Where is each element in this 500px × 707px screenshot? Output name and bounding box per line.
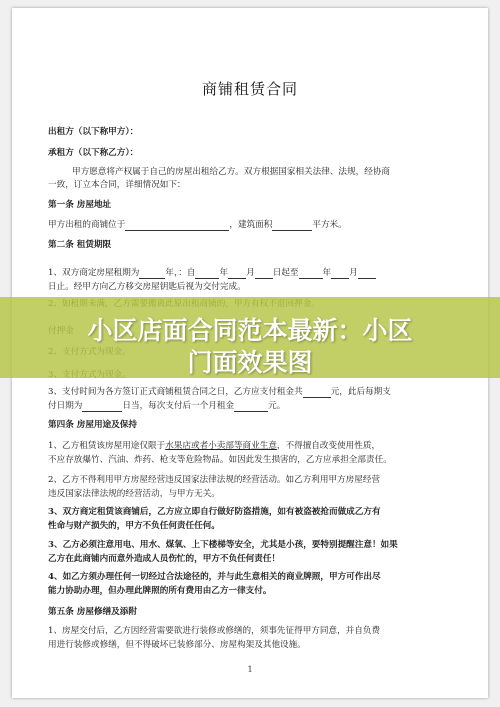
area-blank (272, 221, 312, 231)
payment-date-label: 付日期为 (48, 401, 83, 411)
usage-line-5: 3、双方商定租赁该商铺后，乙方应立即自行做好防盗措施，如有被盗被抢而做成乙方有 (48, 507, 381, 517)
preamble-line-1: 甲方愿意将产权属于自己的房屋出租给乙方。双方根据国家相关法律、法规，经协商 (72, 167, 390, 177)
usage-line-6: 性命与财产损失的，甲方不负任何责任任何。 (48, 521, 220, 531)
page-number: 1 (247, 665, 253, 674)
payment-date-blank (82, 402, 122, 412)
area-unit: 平方米。 (312, 220, 347, 230)
article-4-heading: 第四条 房屋用途及保持 (48, 420, 137, 430)
end-month-blank (331, 269, 349, 279)
usage-line-4: 违反国家法律法规的经营活动，与甲方无关。 (48, 489, 220, 499)
usage-line-8: 乙方在此商铺内而意外造成人员伤忙的，甲方不负任何责任！ (48, 554, 281, 564)
preamble-line-2: 一致，订立本合同，详细情况如下： (48, 180, 186, 190)
monthly-rent-blank (234, 402, 268, 412)
usage-line-10: 能力协助办理，但办理此牌照的所有费用由乙方一律支付。 (48, 586, 272, 596)
article-5-heading: 第五条 房屋修缮及添附 (48, 607, 137, 617)
payment-time-line-1 (48, 387, 391, 398)
term-years-blank (139, 269, 165, 279)
term-text-d: 月 (246, 268, 255, 278)
article-2-heading: 第二条 租赁期限 (48, 240, 112, 250)
term-text-a: 1、双方商定房屋租期为 (48, 268, 140, 278)
payment-time-text-b: 元，此后每期支 (330, 387, 391, 397)
title-overlay-banner (0, 297, 500, 378)
usage-line-3: 2、乙方不得利用甲方房屋经营违反国家法律法规的经营活动。如乙方利用甲方房屋经营 (48, 475, 381, 485)
usage-text-a: 1、乙方租赁该房屋用途仅限于 (48, 441, 166, 451)
address-label: 甲方出租的商铺位于 (48, 220, 126, 230)
start-year-blank (195, 269, 219, 279)
usage-line-7: 3、乙方必须注意用电、用水、煤氧、上下楼梯等安全，尤其是小孩，要特别提醒注意！如果 (48, 540, 398, 550)
address-blank (125, 221, 229, 231)
repair-line-1: 1、房屋交付后，乙方因经营需要欲进行装修或修缮的，须事先征得甲方同意，并自负费 (48, 626, 381, 636)
usage-line-1 (48, 441, 380, 452)
area-label: ，建筑面积 (229, 220, 273, 230)
lessee-line: 承租方（以下称乙方）： (48, 148, 139, 158)
rent-total-blank (303, 388, 331, 398)
payment-rent-label: 日当，每次支付后一个月租金 (122, 401, 235, 411)
term-text-g: 月 (349, 268, 358, 278)
term-line-1 (48, 268, 376, 279)
payment-time-line-2 (48, 401, 285, 412)
usage-text-c: ，不得擅自改变使用性质， (276, 441, 381, 451)
contract-title: 商铺租赁合同 (201, 80, 298, 98)
overlay-title-line-2: 门面效果图 (187, 348, 313, 377)
term-text-c: 年 (219, 268, 229, 278)
end-year-blank (299, 269, 323, 279)
term-text-e: 日起至 (272, 268, 299, 278)
article-1-heading: 第一条 房屋地址 (48, 200, 112, 210)
overlay-title-line-1: 小区店面合同范本最新：小区 (87, 316, 413, 345)
usage-line-9: 4、如乙方须办理任何一切经过合法途径的，并与此生意相关的商业牌照，甲方可作出尽 (48, 572, 381, 582)
term-text-f: 年 (322, 268, 332, 278)
article-1-text (48, 220, 347, 231)
lessor-line: 出租方（以下称甲方）： (48, 127, 139, 137)
usage-purpose: 水果店或者小卖部等商业生意 (165, 441, 277, 451)
usage-line-2: 不应存放爆竹、汽油、炸药、枪支等危险物品。如因此发生损害的，乙方应承担全部责任。 (48, 455, 392, 465)
repair-line-2: 用进行装修或修缮，但不得破坏已装修部分、房屋构架及其他设施。 (48, 640, 306, 650)
payment-time-text-a: 3、支付时间为各方签订正式商铺租赁合同之日，乙方应支付租金共 (48, 387, 303, 397)
term-line-2: 日止。经甲方向乙方移交房屋钥匙后视为交付完成。 (48, 282, 246, 292)
start-day-blank (255, 269, 273, 279)
term-text-b: 年，：自 (165, 268, 196, 278)
end-day-blank (358, 269, 376, 279)
start-month-blank (228, 269, 246, 279)
payment-unit: 元。 (268, 401, 286, 411)
